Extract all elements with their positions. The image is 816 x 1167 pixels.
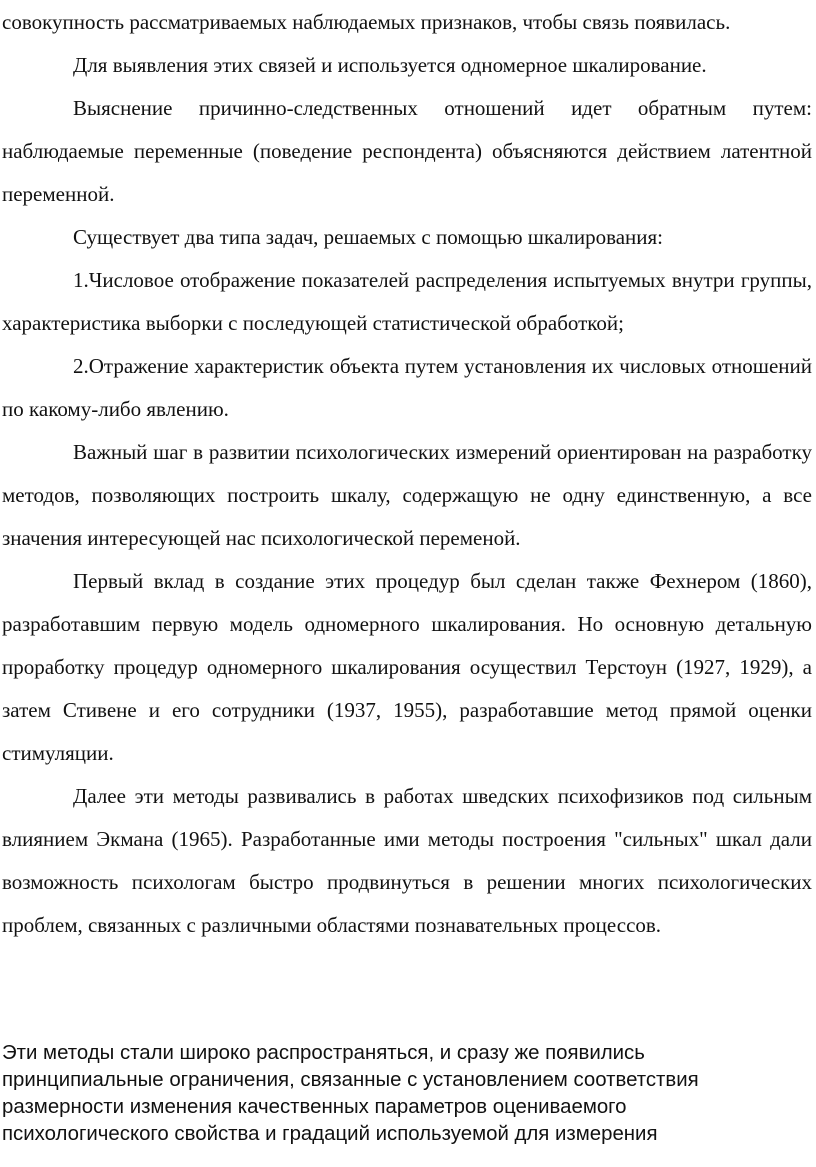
list-item-2: 2.Отражение характеристик объекта путем установления их числовых отношений по какому-либо явлению. [2, 354, 812, 421]
list-item-1: 1.Числовое отображение показателей распределения испытуемых внутри группы, характеристика выборки с последующей статистической обработкой; [2, 268, 812, 335]
paragraph: Важный шаг в развитии психологических измерений ориентирован на разработку методов, позволяющих построить шкалу, содержащую не одну единственную, а все значения интересующей нас психологической переменой. [2, 440, 812, 550]
tail-line: размерности изменения качественных параметров оцениваемого [2, 1096, 627, 1118]
document-body [2, 1, 812, 947]
paragraph: Выяснение причинно-следственных отношений идет обратным путем: наблюдаемые переменные (поведение респондента) объясняются действием латентной переменной. [2, 96, 812, 206]
paragraph: Первый вклад в создание этих процедур был сделан также Фехнером (1860), разработавшим первую модель одномерного шкалирования. Но основную детальную проработку процедур одномерного шкалирования осуществил Терстоун (1927, 1929), а затем Стивене и его сотрудники (1937, 1955), разработавшие метод прямой оценки стимуляции. [2, 569, 812, 765]
paragraph: Для выявления этих связей и используется одномерное шкалирование. [73, 53, 707, 77]
tail-line: психологического свойства и градаций используемой для измерения [2, 1123, 658, 1145]
paragraph-continuation: совокупность рассматриваемых наблюдаемых признаков, чтобы связь появилась. [2, 10, 731, 34]
paragraph: Существует два типа задач, решаемых с помощью шкалирования: [73, 225, 663, 249]
tail-line: принципиальные ограничения, связанные с установлением соответствия [2, 1069, 699, 1091]
tail-paragraph [2, 1040, 802, 1148]
paragraph: Далее эти методы развивались в работах шведских психофизиков под сильным влиянием Экмана (1965). Разработанные ими методы построения "сильных" шкал дали возможность психологам быстро продвинуться в решении многих психологических проблем, связанных с различными областями познавательных процессов. [2, 784, 812, 937]
tail-line: Эти методы стали широко распространяться, и сразу же появились [2, 1042, 645, 1064]
